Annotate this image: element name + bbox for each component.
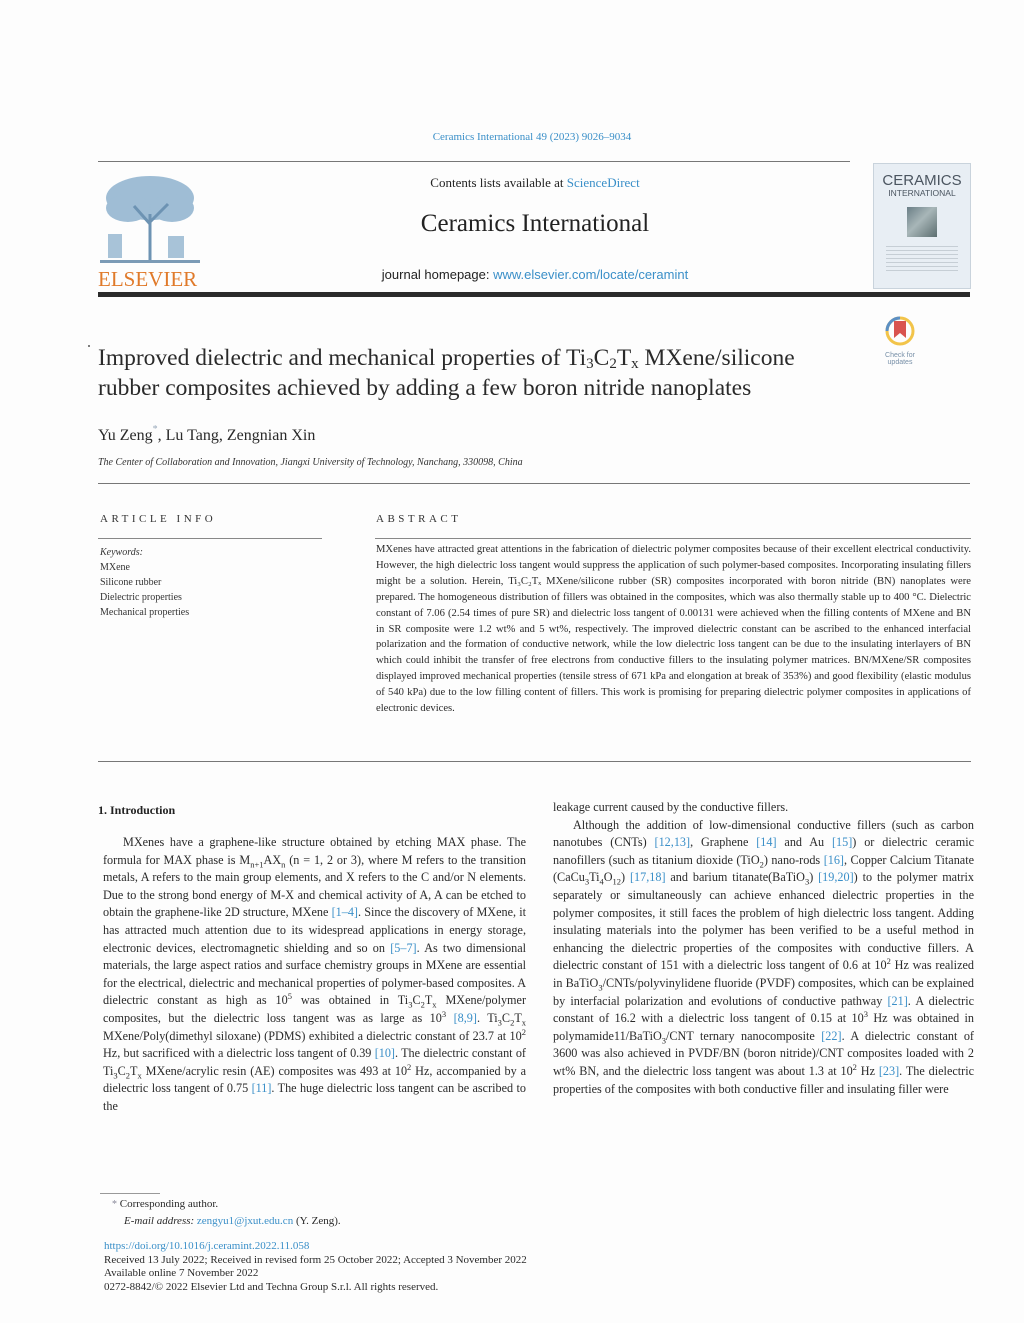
keywords-list xyxy=(100,545,189,620)
sciencedirect-link[interactable]: ScienceDirect xyxy=(566,175,640,190)
citation-link[interactable]: [22] xyxy=(821,1028,842,1043)
publication-history: Received 13 July 2022; Received in revised form 25 October 2022; Accepted 3 November 2022 xyxy=(104,1253,527,1266)
affiliation-divider xyxy=(98,483,970,484)
section-heading-introduction: 1. Introduction xyxy=(98,803,176,817)
email-label: E-mail address: xyxy=(124,1215,195,1227)
abstract-heading: ABSTRACT xyxy=(376,513,462,525)
citation-link[interactable]: [23] xyxy=(878,1063,900,1078)
cover-subtitle: INTERNATIONAL xyxy=(888,188,956,198)
contents-line: Contents lists available at ScienceDirect xyxy=(430,175,640,190)
citation-link[interactable]: [17,18] xyxy=(629,870,666,885)
body-column-left xyxy=(103,834,526,1116)
paragraph: leakage current caused by the conductive fillers. xyxy=(553,800,789,814)
body-column-right xyxy=(553,799,974,1098)
author-list: Yu Zeng*, Lu Tang, Zengnian Xin xyxy=(98,424,316,444)
elsevier-wordmark: ELSEVIER xyxy=(98,267,198,291)
bookmark-check-icon xyxy=(885,316,915,348)
keyword: Dielectric properties xyxy=(100,592,182,603)
keyword: Silicone rubber xyxy=(100,577,162,588)
citation-link[interactable]: [19,20] xyxy=(818,870,854,885)
elsevier-tree-icon xyxy=(98,174,202,264)
abstract-text: MXenes have attracted great attentions in the fabrication of dielectric polymer composites because of their excellent electrical conductivity. However, the high dielectric loss tangent would suppress the application of such polymer-based composites. Incorporating insulating fillers might be a solution. Herein, Ti₃C₂Tₓ MXene/silicone rubber (SR) composites incorporated with boron nitride (BN) nanoplates were prepared. The homogeneous distribution of fillers was obtained in the composites, which was also thermally stable up to 400 °C. Dielectric constant of 7.06 (2.54 times of pure SR) and dielectric loss tangent of 0.00131 were achieved when the filling contents of MXene and BN in SR composite were 1.2 wt% and 5 wt%, respectively. The improved dielectric constant can be ascribed to the enhanced interfacial polarization and the formation of conductive network, while the low dielectric loss tangent can be due to the insulating interlayers of BN which could inhibit the transfer of free electrons from conductive fillers to the insulating polymer matrices. BN/MXene/SR composites displayed improved mechanical properties (tensile stress of 671 kPa and elongation at break of 353%) and good flexibility (elastic modulus of 540 kPa) due to the low filling content of fillers. This work is promising for preparing dielectric polymer composites in applications of electronic devices. xyxy=(376,544,971,715)
citation-link[interactable]: [14] xyxy=(756,835,777,850)
citation-link[interactable]: [12,13] xyxy=(654,835,691,850)
elsevier-logo xyxy=(98,174,202,290)
header-divider xyxy=(98,161,850,162)
abstract-bottom-rule xyxy=(98,761,971,762)
copyright: 0272-8842/© 2022 Elsevier Ltd and Techna Group S.r.l. All rights reserved. xyxy=(104,1280,439,1293)
journal-cover-thumbnail[interactable] xyxy=(873,163,971,289)
author-name[interactable]: Lu Tang xyxy=(165,427,219,444)
citation-link[interactable]: [5–7] xyxy=(390,940,417,955)
author-name[interactable]: Zengnian Xin xyxy=(226,427,316,444)
email-link[interactable]: zengyu1@jxut.edu.cn xyxy=(196,1215,294,1227)
paragraph: MXenes have a graphene-like structure obtained by etching MAX phase. The formula for MAX phase is $M_{n+1}AX_n$ (n = 1, 2 or 3), where M refers to the transition metals, A refers to the main group elements, and X refers to the C and/or N elements. Due to the strong bond energy of M-X and chemical activity of A, A can be etched to obtain the graphene-like 2D structure, MXene [1–4]. Since the discovery of MXene, it has attracted much attention due to its widespread applications in energy storage, electronic devices, electromagnetic shielding and so on [5–7]. As two dimensional materials, the large aspect ratios and surface chemistry groups in MXene are essential for the electrical, dielectric and mechanical properties of polymer-based composites. A dielectric constant as high as $10^5$ was obtained in $Ti_3C_2T_x$ MXene/polymer composites, but the dielectric loss tangent was as large as $10^3$ [8,9]. $Ti_3C_2T_x$ MXene/Poly(dimethyl siloxane) (PDMS) exhibited a dielectric constant of 23.7 at $10^2$ Hz, but sacrificed with a dielectric loss tangent of 0.39 [10]. The dielectric constant of $Ti_3C_2T_x$ MXene/acrylic resin (AE) composites was 493 at $10^2$ Hz, accompanied by a dielectric loss tangent of 0.75 [11]. The huge dielectric loss tangent can be ascribed to the xyxy=(103,835,527,1113)
footnote: * Corresponding author. E-mail address: zengyu1@jxut.edu.cn (Y. Zeng). xyxy=(112,1198,341,1227)
footnote-star: * xyxy=(112,1199,117,1210)
doi-link[interactable]: https://doi.org/10.1016/j.ceramint.2022.11.058 xyxy=(104,1240,310,1252)
abstract-divider xyxy=(375,538,971,539)
check-for-updates-button[interactable]: Check for updates xyxy=(872,316,928,368)
keyword: Mechanical properties xyxy=(100,607,190,618)
publication-info xyxy=(104,1240,527,1294)
citation-link[interactable]: [8,9] xyxy=(453,1010,477,1025)
citation-link[interactable]: [15] xyxy=(831,835,853,850)
corresponding-author-marker[interactable]: * xyxy=(152,424,158,435)
journal-homepage: journal homepage: www.elsevier.com/locate/ceramint xyxy=(381,267,689,282)
affiliation: The Center of Collaboration and Innovation, Jiangxi University of Technology, Nanchang, 330098, China xyxy=(98,457,523,468)
citation-link[interactable]: [11] xyxy=(251,1081,272,1096)
available-online: Available online 7 November 2022 xyxy=(104,1267,259,1280)
scan-speck xyxy=(88,345,90,347)
article-title: Improved dielectric and mechanical properties of $Ti_3C_2T_x$ MXene/silicone rubber composites achieved by adding a few boron nitride nanoplates xyxy=(98,345,795,401)
article-info-divider xyxy=(98,538,322,539)
homepage-link[interactable]: www.elsevier.com/locate/ceramint xyxy=(493,267,689,282)
keywords-label: Keywords: xyxy=(100,547,143,558)
author-name[interactable]: Yu Zeng xyxy=(98,427,153,444)
journal-reference[interactable]: Ceramics International 49 (2023) 9026–9034 xyxy=(432,131,632,143)
journal-name: Ceramics International xyxy=(420,210,650,237)
header-thick-rule xyxy=(98,292,970,297)
keyword: MXene xyxy=(100,562,130,573)
paragraph: Although the addition of low-dimensional conductive fillers (such as carbon nanotubes (CNTs) [12,13], Graphene [14] and Au [15]) or dielectric ceramic nanofillers (such as titanium dioxide (TiO$_2$) nano-rods [16], Copper Calcium Titanate $(CaCu_3Ti_4O_{12})$ [17,18] and barium titanate(BaTiO$_3$) [19,20]) to the polymer matrix separately or simultaneously can achieve enhanced dielectric properties in the polymer composites, it still faces the problem of high dielectric loss tangent. Adding insulating materials into the polymer has been verified to be a useful method in enhancing the dielectric properties of the composites with conductive fillers. A dielectric constant of 151 with a dielectric loss tangent of 0.6 at $10^2$ Hz was realized in BaTiO$_3$/CNTs/polyvinylidene fluoride (PVDF) composites, which can be explained by interfacial polarization and evolutions of conductive pathway [21]. A dielectric constant of 16.2 with a dielectric loss tangent of 0.15 at $10^3$ Hz was obtained in polymamide11/BaTiO$_3$/CNT ternary nanocomposite [22]. A dielectric constant of 3600 was also achieved in PVDF/BN (boron nitride)/CNT composites loaded with 2 wt% BN, and the dielectric loss tangent was about 1.3 at $10^2$ Hz [23]. The dielectric properties of the composites with both conductive filler and insulating filler were xyxy=(553,817,975,1096)
cover-image xyxy=(907,207,937,237)
footnote-divider xyxy=(100,1193,160,1194)
citation-link[interactable]: [10] xyxy=(374,1046,395,1061)
citation-link[interactable]: [16] xyxy=(823,852,844,867)
article-info-heading: ARTICLE INFO xyxy=(100,513,217,525)
citation-link[interactable]: [1–4] xyxy=(331,905,358,920)
citation-link[interactable]: [21] xyxy=(887,993,908,1008)
cover-title: CERAMICS xyxy=(882,172,962,189)
cover-text-lines xyxy=(886,243,958,271)
